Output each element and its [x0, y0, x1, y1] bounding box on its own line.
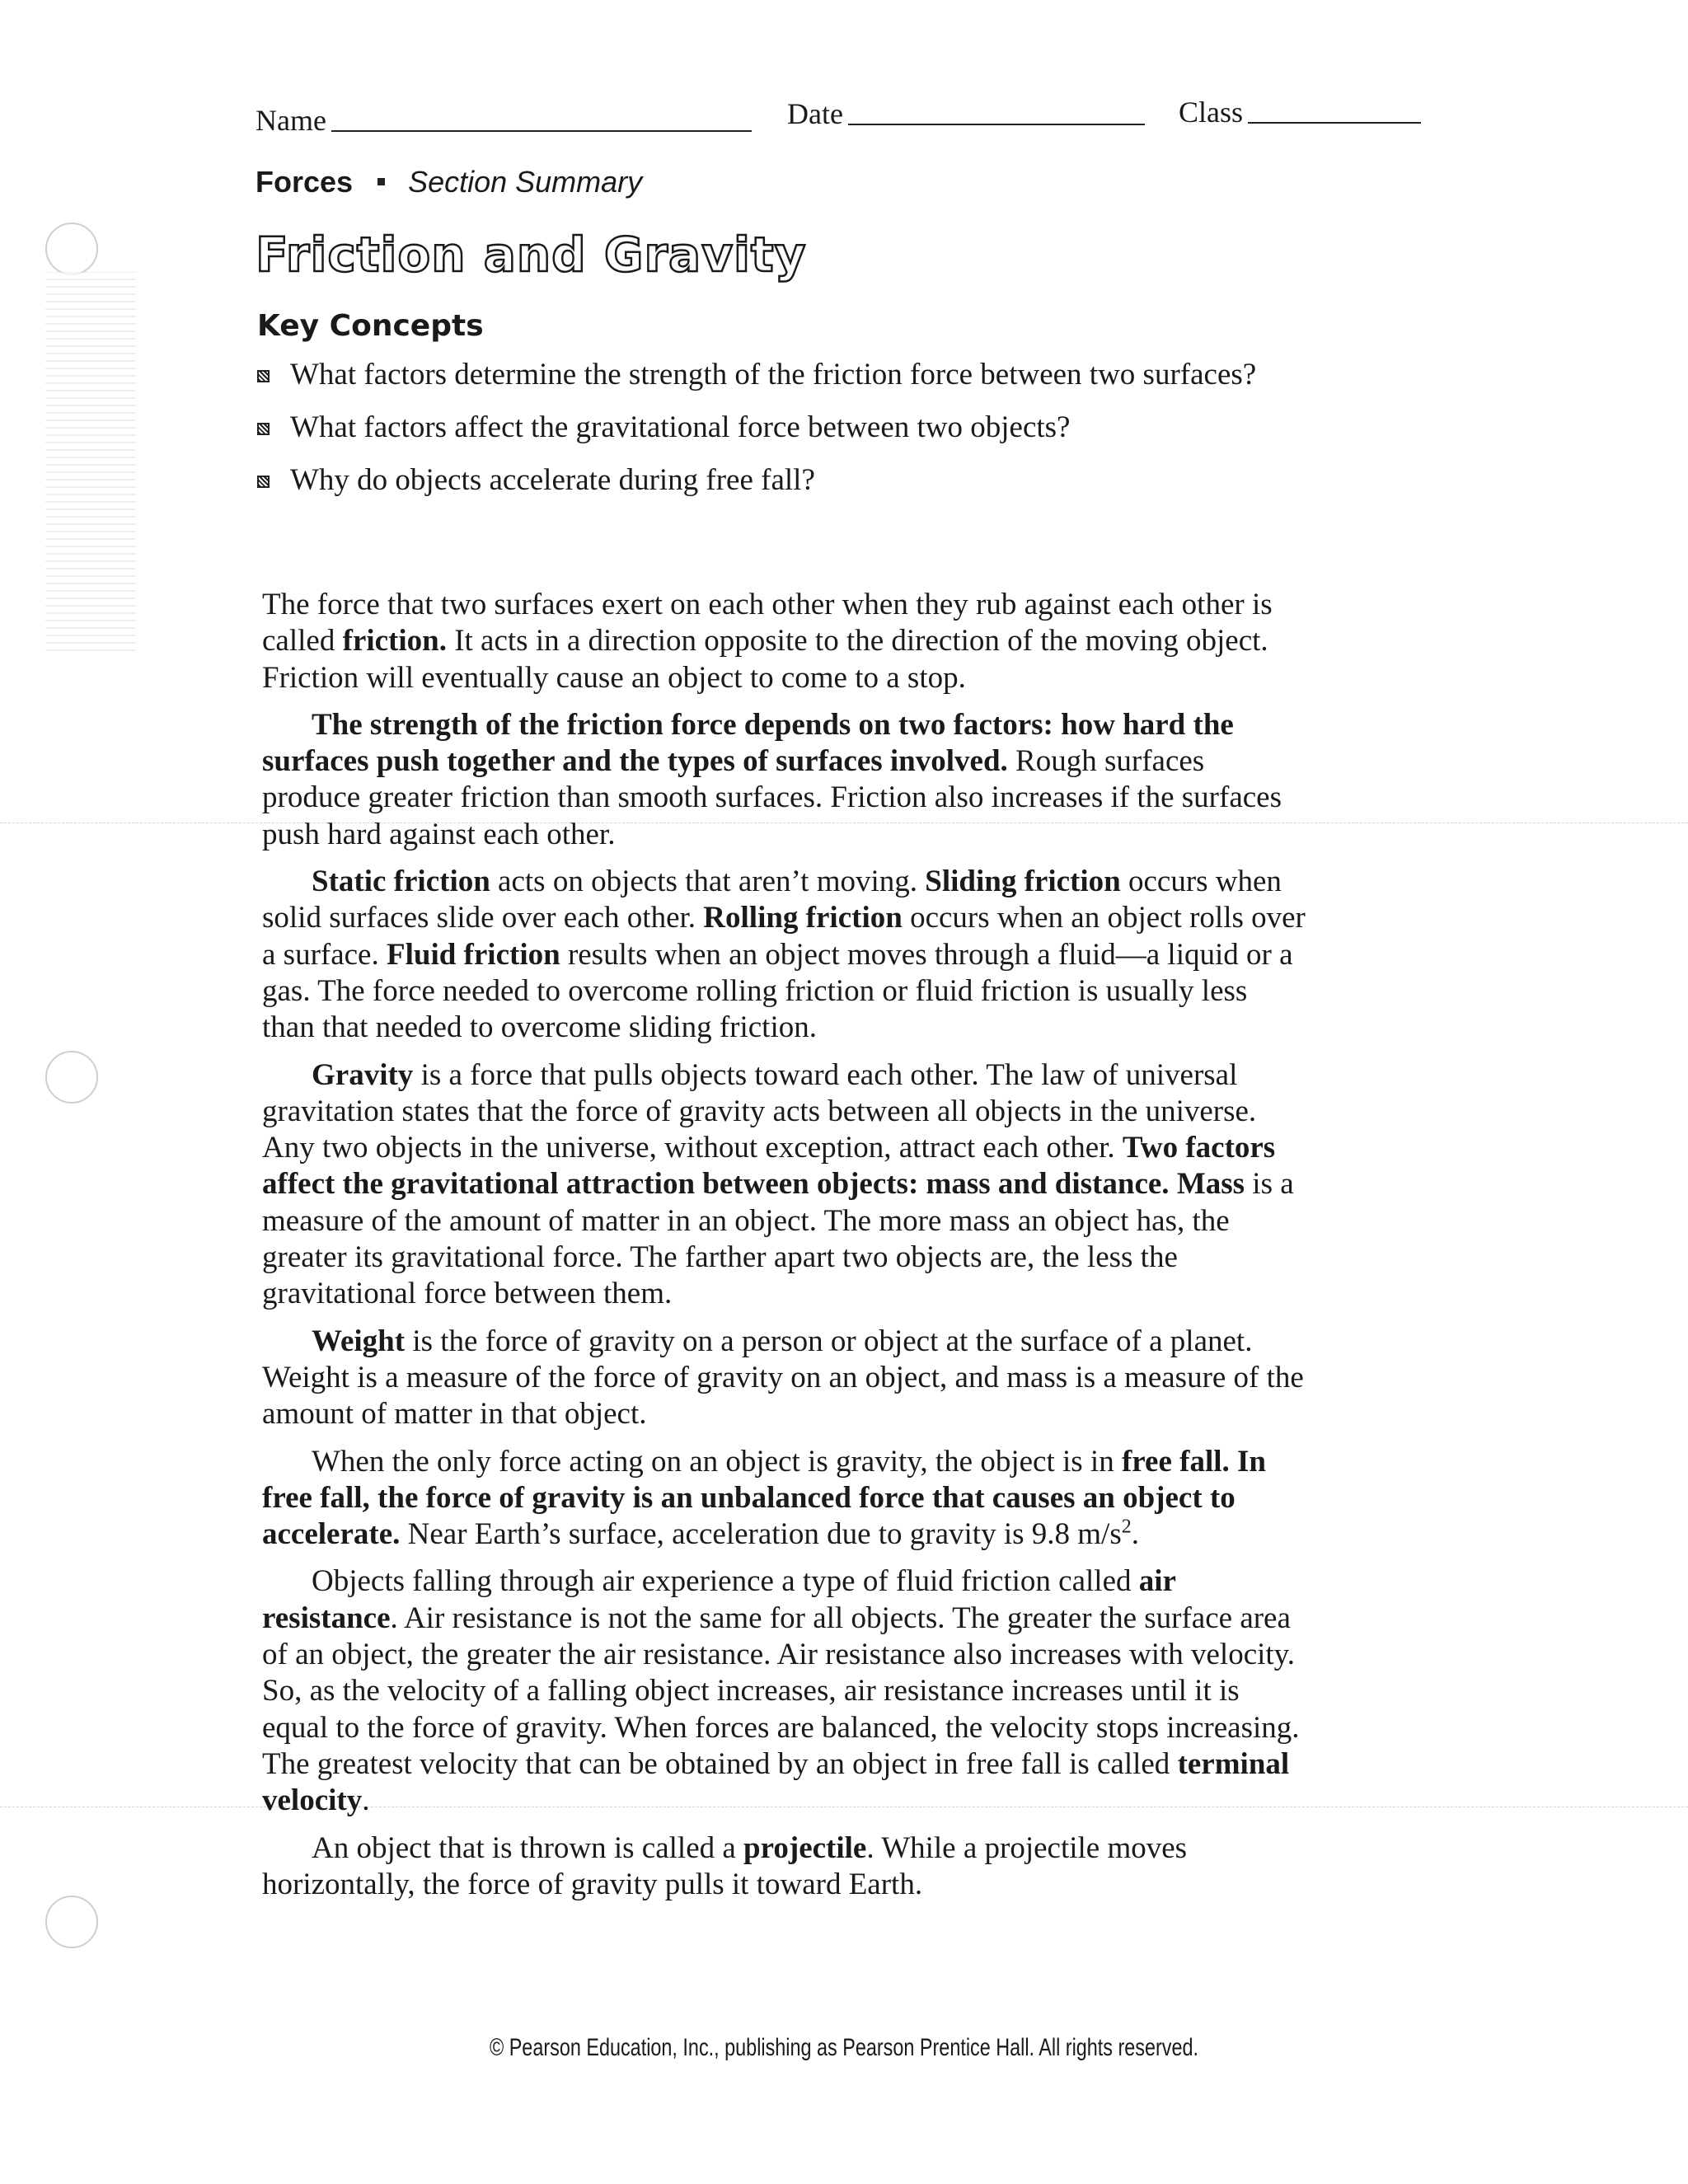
text-run: Rough surfaces produce greater friction than smooth surfaces. Friction also increases if the surfaces push hard against each other. [262, 744, 1282, 851]
paragraph-weight [262, 1324, 1307, 1433]
text-run: results when an object moves through a fluid—a liquid or a gas. The force needed to overcome rolling friction or fluid friction is usually less than that needed to overcome sliding friction. [262, 937, 1293, 1045]
concept-text: What factors affect the gravitational force between two objects? [290, 410, 1071, 444]
text-run: is a measure of the amount of matter in an object. The more mass an object has, the greater its gravitational force. The farther apart two objects are, the less the gravitational force between them. [262, 1167, 1294, 1311]
punch-hole-middle [45, 1051, 98, 1104]
term-mass: Mass [1176, 1167, 1245, 1202]
term-free-fall: free fall. [1121, 1444, 1230, 1479]
text-run: Objects falling through air experience a type of fluid friction called [312, 1564, 1139, 1599]
text-run: is the force of gravity on a person or object at the surface of a planet. Weight is a measure of the force of gravity on an object, and mass is a measure of the amount of matter in that object. [262, 1324, 1304, 1432]
paragraph-friction [262, 587, 1307, 696]
term-rolling-friction: Rolling friction [703, 901, 903, 935]
name-blank[interactable] [331, 130, 752, 132]
text-run: . Air resistance is not the same for all objects. The greater the surface area of an object, the greater the air resistance. Air resistance also increases with velocity. So, as the velocity of a falling object increases, air resistance increases until it is equal to the force of gravity. When forces are balanced, the velocity stops increasing. The greatest velocity that can be obtained by an object in free fall is called [262, 1601, 1300, 1781]
term-static-friction: Static friction [312, 865, 490, 899]
term-sliding-friction: Sliding friction [925, 865, 1121, 899]
name-field[interactable] [256, 104, 752, 137]
checkbox-bullet-icon [257, 370, 270, 382]
class-label: Class [1179, 96, 1244, 129]
term-fluid-friction: Fluid friction [386, 937, 560, 972]
key-statement: In free fall, the force of gravity is an unbalanced force that causes an object to accelerate. [262, 1444, 1266, 1552]
text-run: occurs when solid surfaces slide over each other. [262, 865, 1282, 935]
class-field[interactable] [1179, 96, 1421, 129]
paragraph-friction-types [262, 864, 1307, 1046]
checkbox-bullet-icon [257, 476, 270, 488]
text-run: . [1131, 1517, 1139, 1552]
concept-text: Why do objects accelerate during free fall? [290, 463, 815, 497]
punch-hole-bottom [45, 1896, 98, 1948]
key-concepts-list [256, 356, 1343, 514]
page-title: Friction and Gravity [256, 227, 807, 283]
name-label: Name [256, 104, 326, 137]
text-run: When the only force acting on an object is gravity, the object is in [312, 1444, 1122, 1479]
class-blank[interactable] [1248, 122, 1421, 124]
text-run: The force that two surfaces exert on each other when they rub against each other is called [262, 588, 1273, 658]
date-label: Date [787, 97, 843, 130]
paragraph-gravity [262, 1057, 1307, 1313]
copyright-footer: © Pearson Education, Inc., publishing as Pearson Prentice Hall. All rights reserved. [489, 2034, 1199, 2061]
paragraph-projectile [262, 1830, 1307, 1904]
text-run: occurs when an object rolls over a surface. [262, 901, 1306, 972]
key-statement: The strength of the friction force depends on two factors: how hard the surfaces push together and the types of surfaces involved. [262, 707, 1234, 779]
date-blank[interactable] [848, 124, 1145, 125]
list-item [256, 356, 1343, 394]
header-fields [256, 92, 1442, 150]
summary-body [262, 587, 1307, 1914]
text-run [1170, 1167, 1177, 1201]
text-run [1230, 1445, 1237, 1479]
text-run: . While a projectile moves horizontally, the force of gravity pulls it toward Earth. [262, 1830, 1188, 1901]
text-run: An object that is thrown is called a [312, 1830, 744, 1865]
text-run: acts on objects that aren’t moving. [490, 865, 926, 899]
list-item [256, 409, 1343, 447]
section-line [256, 165, 642, 199]
text-run: Near Earth’s surface, acceleration due to gravity is 9.8 m/s [400, 1517, 1122, 1552]
text-run: It acts in a direction opposite to the direction of the moving object. Friction will eventually cause an object to come to a stop. [262, 624, 1268, 695]
text-run: is a force that pulls objects toward each other. The law of universal gravitation states that the force of gravity acts between all objects in the universe. Any two objects in the universe, without exception, attract each other. [262, 1057, 1257, 1165]
punch-hole-top [45, 223, 98, 275]
scan-speckle [45, 272, 136, 651]
section-label: Section Summary [408, 165, 643, 199]
superscript: 2 [1121, 1516, 1132, 1538]
term-air-resistance: air resistance [262, 1564, 1176, 1635]
list-item [256, 462, 1343, 499]
term-friction: friction. [342, 624, 447, 658]
term-weight: Weight [312, 1324, 406, 1358]
paragraph-air-resistance [262, 1563, 1307, 1819]
bullet-separator-icon [377, 178, 385, 185]
paragraph-free-fall [262, 1444, 1307, 1554]
chapter-name: Forces [256, 165, 354, 199]
checkbox-bullet-icon [257, 423, 270, 435]
date-field[interactable] [787, 97, 1145, 130]
key-statement: Two factors affect the gravitational attraction between objects: mass and distance. [262, 1131, 1276, 1202]
term-terminal-velocity: terminal velocity [262, 1746, 1290, 1818]
concept-text: What factors determine the strength of the friction force between two surfaces? [290, 358, 1257, 391]
term-gravity: Gravity [312, 1057, 414, 1092]
key-concepts-heading: Key Concepts [257, 309, 484, 343]
term-projectile: projectile [743, 1830, 867, 1865]
paragraph-friction-factors [262, 707, 1307, 853]
text-run: . [362, 1783, 370, 1818]
